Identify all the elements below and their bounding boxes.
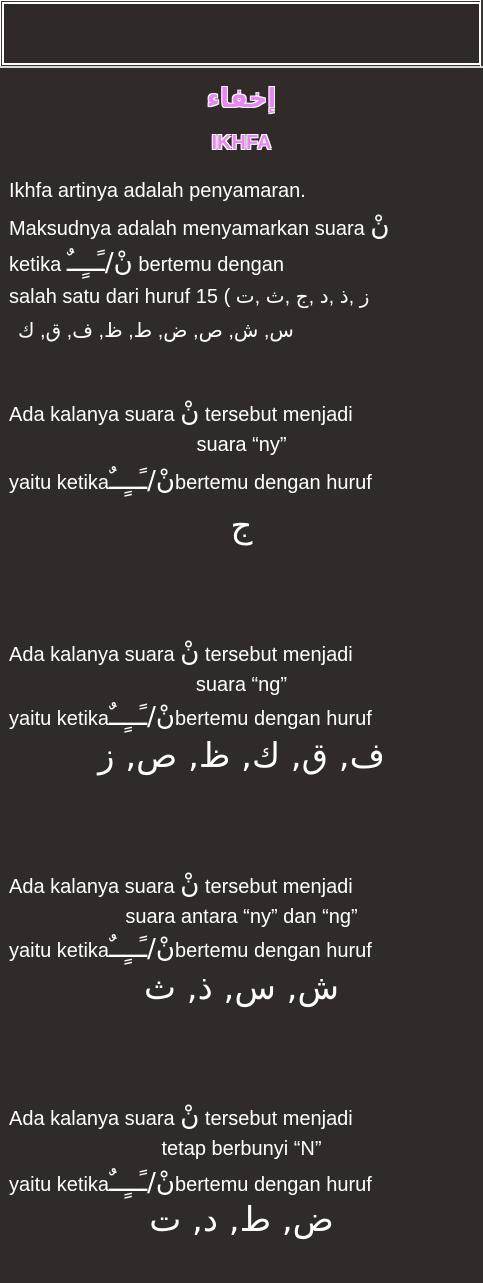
section-4-line-2: tetap berbunyi “N” bbox=[161, 1138, 322, 1160]
nun-tanwin-markers: نْ/ـًــٍــٌ bbox=[66, 248, 133, 278]
section-4-letters: ض, ط, د, ت bbox=[149, 1200, 334, 1240]
nun-sukun: نْ bbox=[370, 212, 390, 242]
section-3-markers: نْ/ـًــٍــٌ bbox=[109, 934, 176, 964]
intro-letters: س, ش, ص, ض, ط, ظ, ف, ق, ك bbox=[18, 320, 294, 342]
title-arabic: إخفاء bbox=[206, 84, 277, 114]
section-2-text-b: tersebut menjadi bbox=[204, 644, 353, 666]
section-2-line-1 bbox=[9, 638, 353, 668]
intro-line-2 bbox=[9, 212, 389, 242]
intro-line-4: salah satu dari huruf 15 ( ز ,ذ ,د ,ج ,ث ,ت bbox=[9, 286, 370, 308]
intro-line-1: Ikhfa artinya adalah penyamaran. bbox=[9, 180, 306, 202]
section-2-line-3 bbox=[9, 702, 372, 732]
section-2-letters: ف, ق, ك, ظ, ص, ز bbox=[98, 736, 385, 776]
section-2-text-a: Ada kalanya suara bbox=[9, 644, 175, 666]
section-1-markers: نْ/ـًــٍــٌ bbox=[109, 466, 176, 496]
intro-line-3-prefix: ketika bbox=[9, 254, 62, 276]
top-bar bbox=[2, 2, 481, 65]
section-3-line-1 bbox=[9, 870, 353, 900]
section-1-ketika: yaitu ketika bbox=[9, 472, 110, 494]
section-4-nun: نْ bbox=[180, 1102, 200, 1132]
section-4-bertemu: bertemu dengan huruf bbox=[175, 1174, 372, 1196]
section-1-nun: نْ bbox=[180, 398, 200, 428]
title-latin: IKHFA bbox=[211, 132, 272, 154]
section-4-ketika: yaitu ketika bbox=[9, 1174, 110, 1196]
section-4-text-b: tersebut menjadi bbox=[204, 1108, 353, 1130]
section-1-line-3 bbox=[9, 466, 372, 496]
section-2-ketika: yaitu ketika bbox=[9, 708, 110, 730]
intro-line-2-text: Maksudnya adalah menyamarkan suara bbox=[9, 218, 365, 240]
section-4-line-3 bbox=[9, 1168, 372, 1198]
section-1-bertemu: bertemu dengan huruf bbox=[175, 472, 372, 494]
section-2-bertemu: bertemu dengan huruf bbox=[175, 708, 372, 730]
section-1-line-2: suara “ny” bbox=[196, 434, 287, 456]
section-1-text-a: Ada kalanya suara bbox=[9, 404, 175, 426]
section-1-letters: ج bbox=[230, 506, 253, 546]
section-1-text-b: tersebut menjadi bbox=[204, 404, 353, 426]
section-3-text-b: tersebut menjadi bbox=[204, 876, 353, 898]
section-3-line-2: suara antara “ny” dan “ng” bbox=[125, 906, 358, 928]
section-2-nun: نْ bbox=[180, 638, 200, 668]
section-4-markers: نْ/ـًــٍــٌ bbox=[109, 1168, 176, 1198]
section-2-line-2: suara “ng” bbox=[195, 674, 288, 696]
section-3-nun: نْ bbox=[180, 870, 200, 900]
intro-line-3-suffix: bertemu dengan bbox=[138, 254, 284, 276]
section-3-bertemu: bertemu dengan huruf bbox=[175, 940, 372, 962]
section-3-ketika: yaitu ketika bbox=[9, 940, 110, 962]
section-3-text-a: Ada kalanya suara bbox=[9, 876, 175, 898]
section-4-line-1 bbox=[9, 1102, 353, 1132]
intro-line-3 bbox=[9, 248, 284, 278]
section-3-letters: ش, س, ذ, ث bbox=[143, 968, 339, 1008]
section-4-text-a: Ada kalanya suara bbox=[9, 1108, 175, 1130]
section-3-line-3 bbox=[9, 934, 372, 964]
section-2-markers: نْ/ـًــٍــٌ bbox=[109, 702, 176, 732]
section-1-line-1 bbox=[9, 398, 353, 428]
intro-line-5 bbox=[18, 318, 358, 343]
